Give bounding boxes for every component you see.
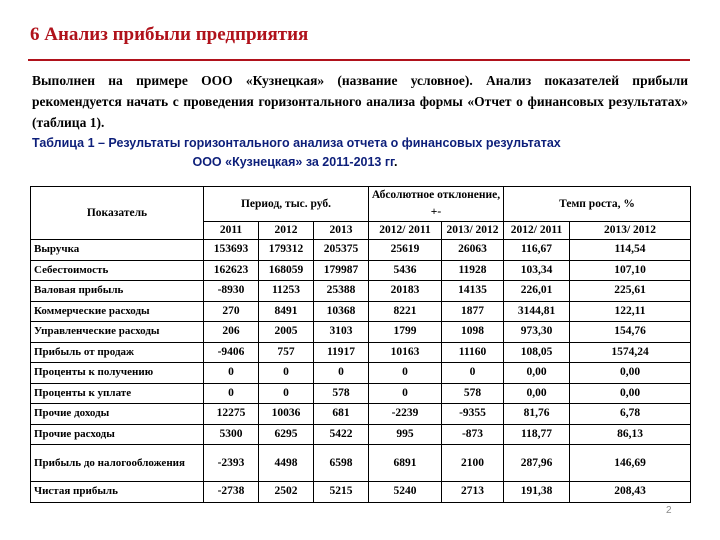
cell-y2011: -9406 [204,342,259,363]
row-indicator-name: Прибыль от продаж [31,342,204,363]
cell-y2013: 25388 [314,281,369,302]
table-row [31,404,691,425]
cell-g2: 122,11 [570,301,691,322]
cell-g2: 154,76 [570,322,691,343]
table-caption-line-2-wrap [32,153,688,172]
slide-title: 6 Анализ прибыли предприятия [30,24,309,45]
cell-g2: 146,69 [570,445,691,482]
cell-g1: 191,38 [504,482,570,503]
cell-y2013: 10368 [314,301,369,322]
cell-y2012: 6295 [259,424,314,445]
table-row [31,281,691,302]
table-row [31,322,691,343]
cell-y2011: 206 [204,322,259,343]
row-indicator-name: Управленческие расходы [31,322,204,343]
cell-a2: 26063 [442,240,504,261]
cell-a1: -2239 [369,404,442,425]
row-indicator-name: Прочие расходы [31,424,204,445]
cell-y2011: -8930 [204,281,259,302]
table-row [31,342,691,363]
header-growth-2012-2011: 2012/ 2011 [504,222,570,240]
cell-g2: 86,13 [570,424,691,445]
cell-a2: 11160 [442,342,504,363]
cell-a2: 11928 [442,260,504,281]
cell-a1: 5436 [369,260,442,281]
cell-y2011: 270 [204,301,259,322]
cell-g2: 0,00 [570,363,691,384]
cell-a2: -873 [442,424,504,445]
header-growth-rate: Темп роста, % [504,187,691,222]
row-indicator-name: Выручка [31,240,204,261]
row-indicator-name: Прочие доходы [31,404,204,425]
cell-a1: 6891 [369,445,442,482]
table-body [31,240,691,503]
cell-g2: 6,78 [570,404,691,425]
cell-g1: 0,00 [504,383,570,404]
cell-a1: 0 [369,363,442,384]
cell-y2011: 12275 [204,404,259,425]
header-period: Период, тыс. руб. [204,187,369,222]
cell-y2013: 6598 [314,445,369,482]
profit-analysis-table [30,186,691,503]
table-row [31,363,691,384]
cell-g1: 108,05 [504,342,570,363]
cell-g1: 973,30 [504,322,570,343]
cell-g1: 116,67 [504,240,570,261]
cell-y2011: -2738 [204,482,259,503]
cell-y2011: 162623 [204,260,259,281]
cell-y2013: 578 [314,383,369,404]
row-indicator-name: Проценты к получению [31,363,204,384]
table-caption-dot: . [394,155,398,169]
table-row [31,482,691,503]
table-row [31,260,691,281]
title-underline [28,59,690,61]
header-year-2012: 2012 [259,222,314,240]
header-year-2011: 2011 [204,222,259,240]
cell-y2012: 8491 [259,301,314,322]
cell-g2: 114,54 [570,240,691,261]
table-row [31,445,691,482]
cell-a1: 995 [369,424,442,445]
table-row [31,240,691,261]
cell-y2012: 0 [259,383,314,404]
header-row-1 [31,187,691,222]
cell-g1: 103,34 [504,260,570,281]
cell-g1: 0,00 [504,363,570,384]
table-caption [32,134,688,172]
cell-y2013: 179987 [314,260,369,281]
cell-a1: 25619 [369,240,442,261]
cell-y2013: 3103 [314,322,369,343]
header-growth-2013-2012: 2013/ 2012 [570,222,691,240]
cell-g2: 208,43 [570,482,691,503]
table-row [31,424,691,445]
row-indicator-name: Проценты к уплате [31,383,204,404]
table-row [31,383,691,404]
cell-y2012: 2502 [259,482,314,503]
cell-y2013: 5422 [314,424,369,445]
cell-y2011: -2393 [204,445,259,482]
cell-y2013: 681 [314,404,369,425]
cell-a1: 0 [369,383,442,404]
cell-a2: 1098 [442,322,504,343]
cell-y2012: 179312 [259,240,314,261]
row-indicator-name: Себестоимость [31,260,204,281]
table-caption-line-1: Таблица 1 – Результаты горизонтального анализа отчета о финансовых результатах [32,136,561,150]
cell-y2011: 5300 [204,424,259,445]
cell-a2: -9355 [442,404,504,425]
cell-y2012: 168059 [259,260,314,281]
cell-y2013: 205375 [314,240,369,261]
header-abs-deviation: Абсолютное отклонение, +- [369,187,504,222]
cell-a1: 5240 [369,482,442,503]
header-year-2013: 2013 [314,222,369,240]
cell-y2011: 0 [204,383,259,404]
header-indicator: Показатель [31,187,204,240]
cell-y2013: 5215 [314,482,369,503]
cell-a2: 0 [442,363,504,384]
cell-a2: 14135 [442,281,504,302]
cell-y2011: 0 [204,363,259,384]
cell-a2: 578 [442,383,504,404]
cell-a1: 1799 [369,322,442,343]
row-indicator-name: Коммерческие расходы [31,301,204,322]
header-abs-2013-2012: 2013/ 2012 [442,222,504,240]
cell-g1: 287,96 [504,445,570,482]
row-indicator-name: Прибыль до налогообложения [31,445,204,482]
cell-g2: 225,61 [570,281,691,302]
cell-a2: 2713 [442,482,504,503]
table-caption-line-2: ООО «Кузнецкая» за 2011-2013 гг [192,155,395,169]
cell-y2013: 0 [314,363,369,384]
cell-y2012: 0 [259,363,314,384]
cell-a2: 1877 [442,301,504,322]
cell-g1: 118,77 [504,424,570,445]
row-indicator-name: Чистая прибыль [31,482,204,503]
cell-y2011: 153693 [204,240,259,261]
row-indicator-name: Валовая прибыль [31,281,204,302]
cell-a2: 2100 [442,445,504,482]
cell-y2013: 11917 [314,342,369,363]
cell-g1: 3144,81 [504,301,570,322]
table-row [31,301,691,322]
cell-g2: 107,10 [570,260,691,281]
cell-a1: 10163 [369,342,442,363]
cell-y2012: 11253 [259,281,314,302]
page-number: 2 [666,505,672,516]
cell-g1: 81,76 [504,404,570,425]
table-header [31,187,691,240]
header-abs-2012-2011: 2012/ 2011 [369,222,442,240]
intro-paragraph: Выполнен на примере ООО «Кузнецкая» (название условное). Анализ показателей прибыли рекомендуется начать с проведения горизонтального анализа формы «Отчет о финансовых результатах» (таблица 1). [32,73,688,130]
cell-g2: 0,00 [570,383,691,404]
cell-a1: 8221 [369,301,442,322]
cell-y2012: 2005 [259,322,314,343]
cell-y2012: 4498 [259,445,314,482]
cell-y2012: 10036 [259,404,314,425]
cell-g1: 226,01 [504,281,570,302]
cell-a1: 20183 [369,281,442,302]
cell-g2: 1574,24 [570,342,691,363]
cell-y2012: 757 [259,342,314,363]
